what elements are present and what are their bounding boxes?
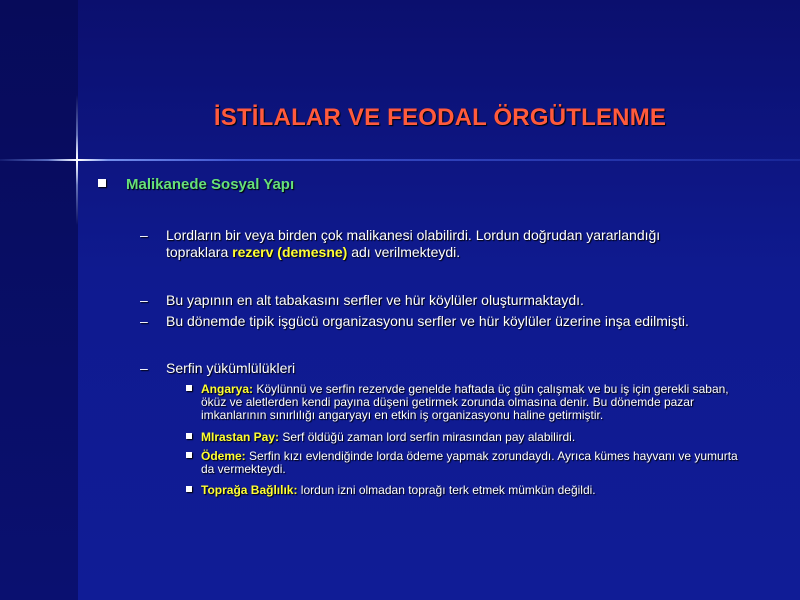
- sparkle-vertical: [76, 135, 78, 185]
- sub-list-item-text: Angarya: Köylünnü ve serfin rezervde genelde haftada üç gün çalışmak ve bu iş için gerekli saban, öküz ve aletlerden kendi payına düşeni getirmek zorunda olmasına denir. Bu dönemde pazar imkanlarının sınırlılığı angaryayı en etkin iş organizasyonu haline getirmiştir.: [201, 382, 729, 422]
- dash-bullet: –: [140, 360, 148, 376]
- horizontal-decor-line: [0, 159, 800, 161]
- square-bullet-icon: [186, 452, 192, 458]
- obligation-term: Angarya:: [201, 382, 254, 396]
- slide-title: İSTİLALAR VE FEODAL ÖRGÜTLENME: [213, 104, 667, 131]
- list-item-text: Bu dönemde tipik işgücü organizasyonu serfler ve hür köylüler üzerine inşa edilmişti.: [166, 313, 689, 329]
- left-decor-band: [0, 0, 78, 600]
- obligation-term: MIrastan Pay:: [201, 430, 280, 444]
- square-bullet-icon: [186, 486, 192, 492]
- highlight-term: rezerv (demesne): [232, 244, 348, 260]
- dash-bullet: –: [140, 292, 148, 308]
- list-item-text: Serfin yükümlülükleri: [166, 360, 296, 376]
- sub-list-item-text: MIrastan Pay: Serf öldüğü zaman lord serfin mirasından pay alabilirdi.: [201, 430, 576, 444]
- square-bullet-icon: [98, 179, 106, 187]
- square-bullet-icon: [186, 433, 192, 439]
- sub-list-item-text: Toprağa Bağlılık: lordun izni olmadan toprağı terk etmek mümkün değildi.: [201, 483, 596, 497]
- obligation-term: Ödeme:: [201, 449, 246, 463]
- sub-list-item-text: Ödeme: Serfin kızı evlendiğinde lorda ödeme yapmak zorundaydı. Ayrıca kümes hayvanı ve yumurta da vermekteydi.: [201, 449, 738, 476]
- dash-bullet: –: [140, 227, 148, 243]
- section-heading: Malikanede Sosyal Yapı: [126, 176, 295, 193]
- square-bullet-icon: [186, 385, 192, 391]
- obligation-term: Toprağa Bağlılık:: [201, 483, 298, 497]
- main-bullet: [98, 176, 294, 193]
- list-item-text: Lordların bir veya birden çok malikanesi olabilirdi. Lordun doğrudan yararlandığı topraklara rezerv (demesne) adı verilmekteydi.: [166, 227, 661, 260]
- list-item-text: Bu yapının en alt tabakasını serfler ve hür köylüler oluşturmaktaydı.: [166, 292, 584, 308]
- sparkle-horizontal: [48, 159, 108, 161]
- dash-bullet: –: [140, 313, 148, 329]
